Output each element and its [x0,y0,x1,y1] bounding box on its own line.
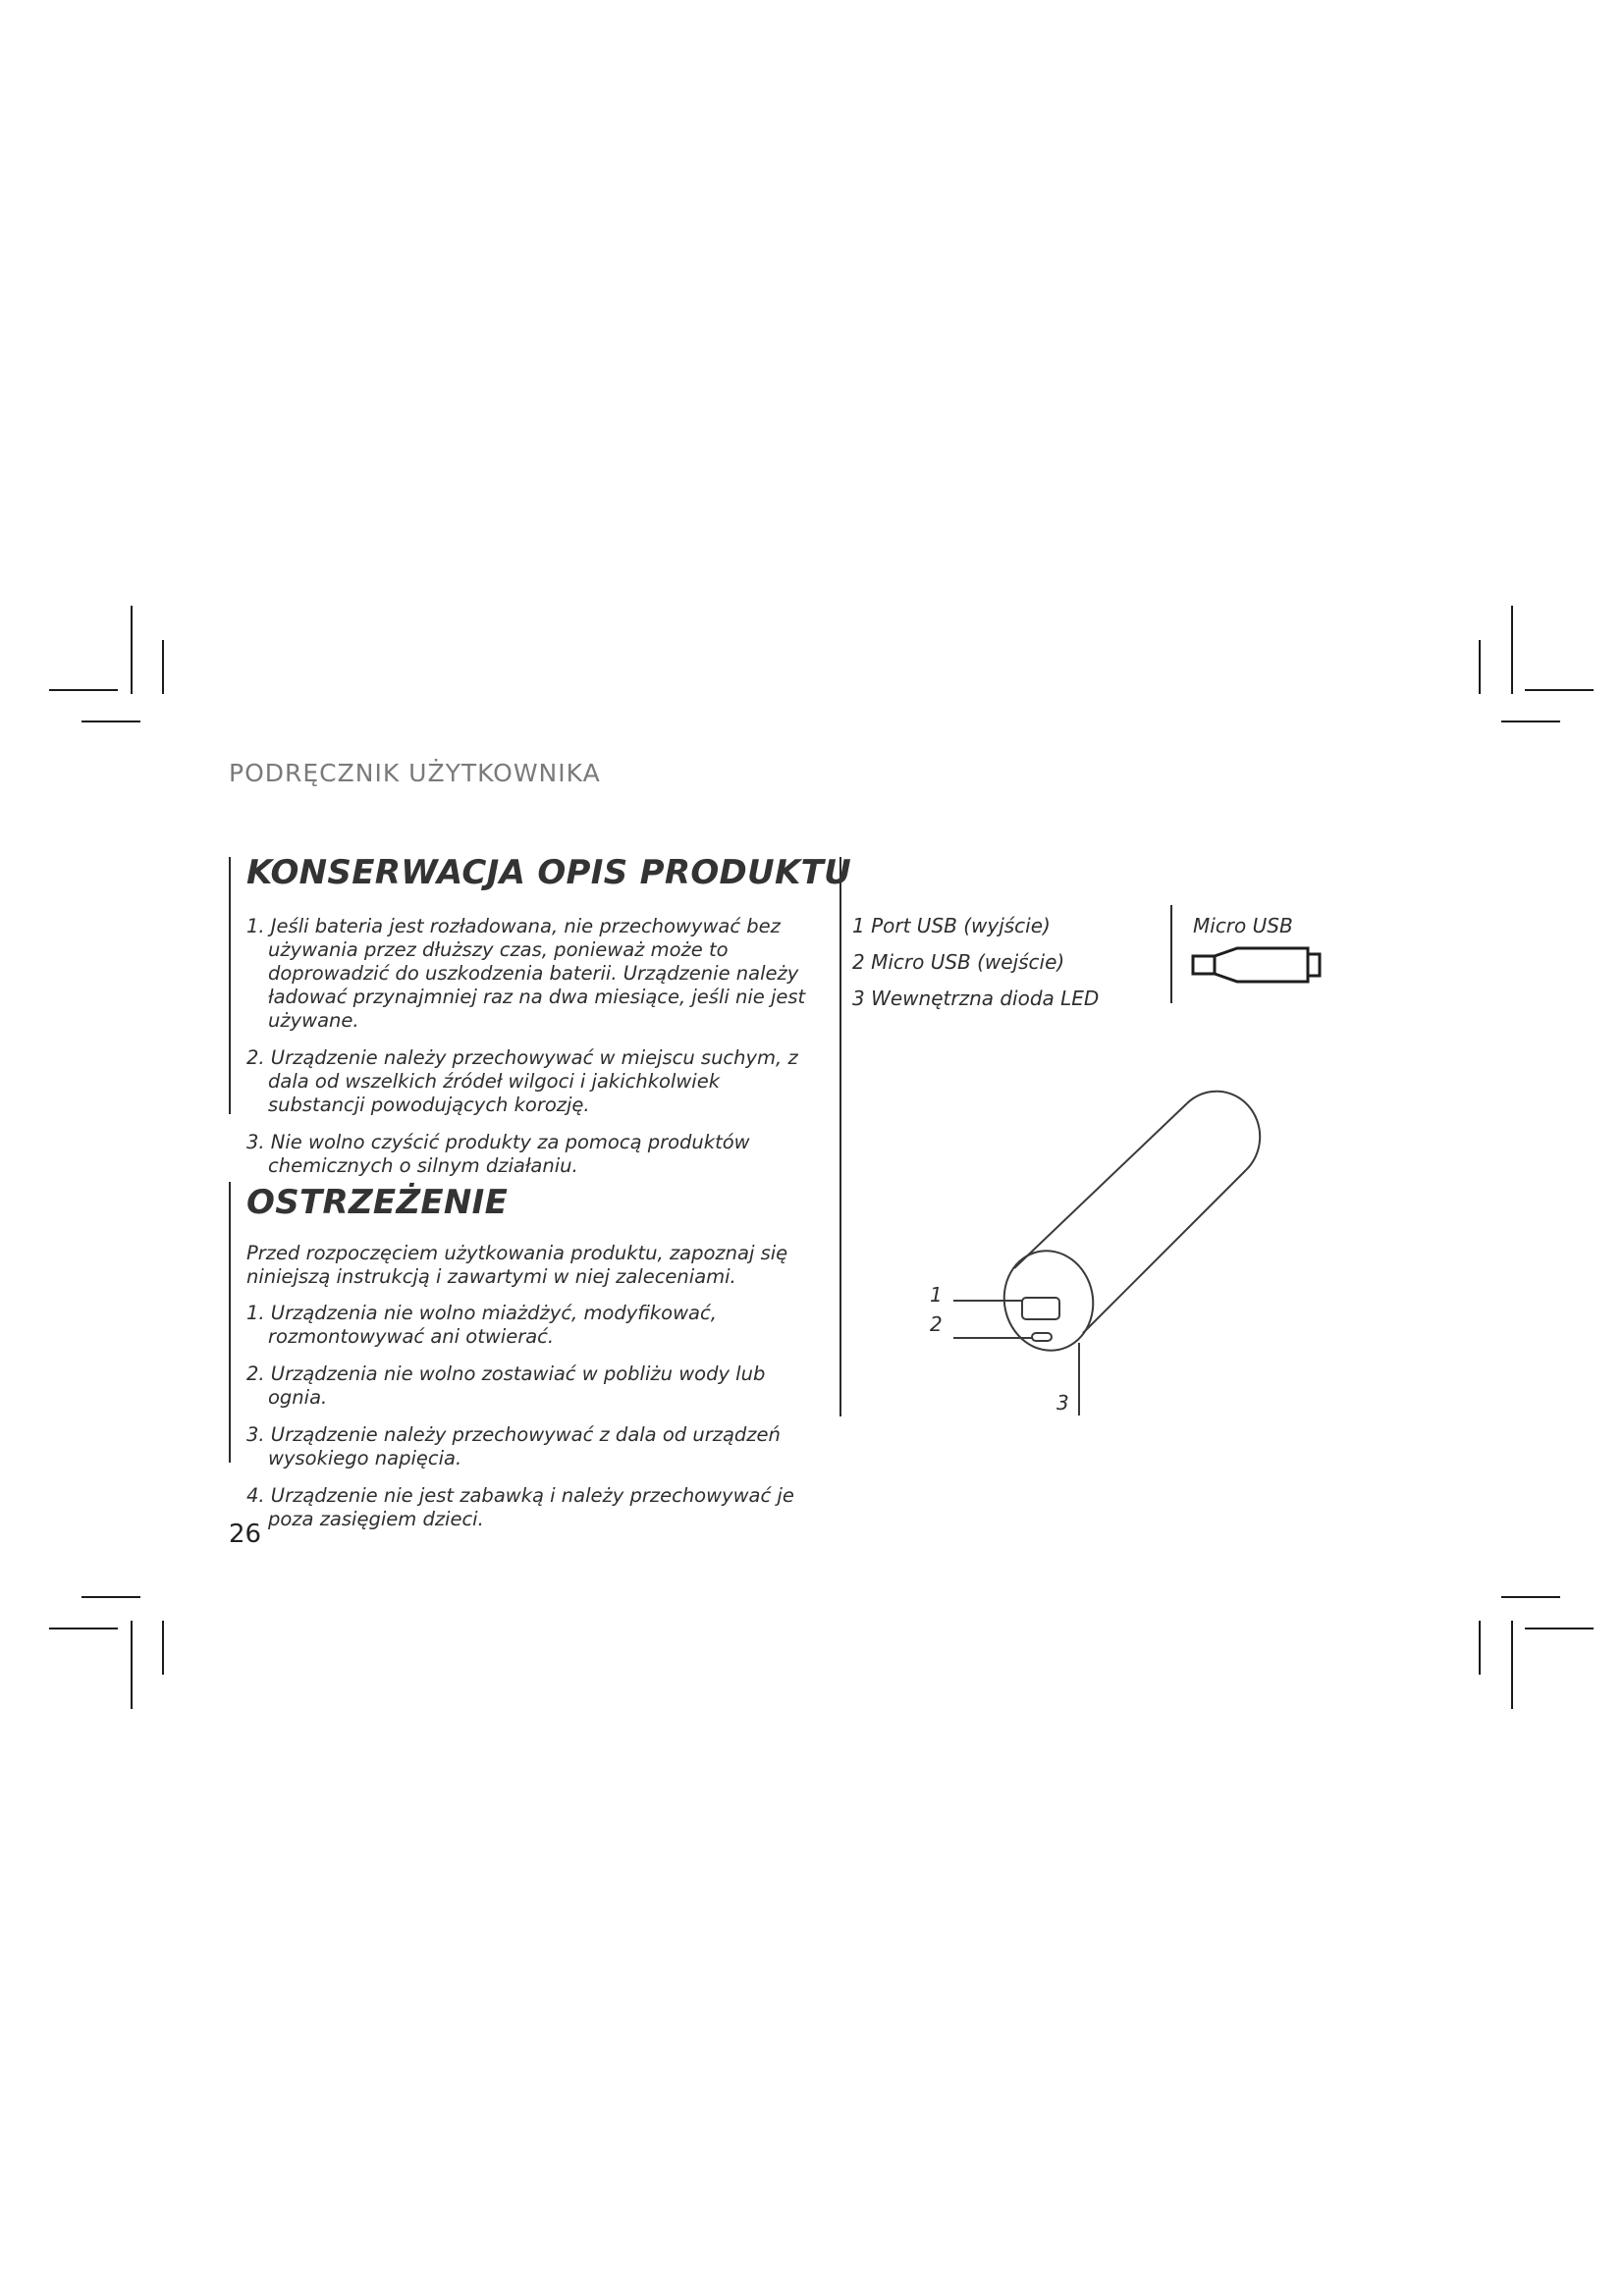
list-item: 2. Urządzenia nie wolno zostawiać w pobliżu wody lub ognia. [246,1362,766,1409]
warning-title: OSTRZEŻENIE [246,1183,509,1222]
crop-mark [1525,1628,1594,1629]
page-number: 26 [229,1520,262,1549]
list-item: 1. Urządzenia nie wolno miażdżyć, modyfikować, rozmontowywać ani otwierać. [246,1302,717,1348]
section-rule [229,1182,231,1463]
legend-divider [1170,905,1172,1003]
crop-mark [49,689,118,691]
crop-mark [1501,721,1560,722]
crop-mark [1525,689,1594,691]
legend-item-led: 3 Wewnętrzna dioda LED [852,987,1100,1010]
warning-intro: Przed rozpoczęciem użytkowania produktu, zapoznaj się niniejszą instrukcją i zawartymi w niej zaleceniami. [246,1242,788,1288]
product-legend [852,914,1099,1023]
callout-label-1: 1 [930,1283,943,1307]
micro-usb-cable-icon [1188,942,1345,991]
crop-mark [81,1596,140,1598]
crop-mark [1479,640,1481,694]
legend-item-micro-usb: 2 Micro USB (wejście) [852,950,1065,974]
crop-mark [49,1628,118,1629]
crop-mark [1479,1621,1481,1675]
callout-label-2: 2 [930,1312,943,1336]
list-item: 1. Jeśli bateria jest rozładowana, nie przechowywać bez używania przez dłuższy czas, ponieważ może to doprowadzić do uszkodzenia baterii. Urządzenie należy ładować przynajmniej raz na dwa miesiące, jeśli nie jest używane. [246,915,806,1032]
list-item: 3. Nie wolno czyścić produkty za pomocą produktów chemicznych o silnym działaniu. [246,1131,750,1177]
crop-mark [1501,1596,1560,1598]
maintenance-list [246,915,811,1192]
crop-mark [81,721,140,722]
maintenance-title: KONSERWACJA OPIS PRODUKTU [246,853,852,892]
warning-list [246,1302,811,1545]
column-divider [839,857,841,1416]
section-rule [229,857,231,1114]
callout-label-3: 3 [1056,1391,1069,1415]
crop-mark [1511,606,1513,694]
legend-item-usb-port: 1 Port USB (wyjście) [852,914,1051,937]
crop-mark [131,606,133,694]
crop-mark [162,640,164,694]
crop-mark [131,1621,133,1709]
list-item: 3. Urządzenie należy przechowywać z dala od urządzeń wysokiego napięcia. [246,1423,781,1469]
crop-mark [1511,1621,1513,1709]
cable-label: Micro USB [1193,914,1293,937]
power-bank-illustration [918,1080,1252,1433]
list-item: 2. Urządzenie należy przechowywać w miejscu suchym, z dala od wszelkich źródeł wilgoci i jakichkolwiek substancji powodujących korozję. [246,1046,798,1116]
page-header: PODRĘCZNIK UŻYTKOWNIKA [229,759,601,787]
crop-mark [162,1621,164,1675]
list-item: 4. Urządzenie nie jest zabawką i należy przechowywać je poza zasięgiem dzieci. [246,1484,794,1530]
